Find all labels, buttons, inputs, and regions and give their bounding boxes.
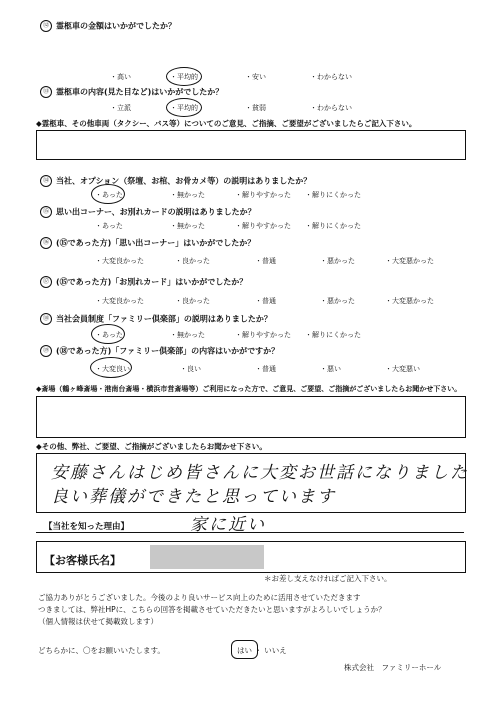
hearse-comment-box[interactable] [36,130,466,160]
option[interactable]: ・ 解りやすかった [235,190,291,200]
question-13-options [0,103,499,113]
question-18 [40,313,272,325]
name-note: ＊お差し支えなければご記入下さい。 [264,574,392,583]
selected-mark [166,67,202,86]
option[interactable]: ・ 立派 [110,103,131,113]
name-label: 【お客様氏名】 [44,554,121,567]
question-12-options [0,72,499,82]
question-number: ⑲ [40,345,52,357]
option[interactable]: ・ あった [95,330,123,340]
choice-yes[interactable]: はい [237,646,252,655]
option[interactable]: ・ 大変悪い [385,364,420,374]
question-16 [40,237,255,249]
question-17 [40,276,247,288]
selected-mark [90,357,132,378]
option[interactable]: ・ 平均的 [170,72,198,82]
choice-separator: ・ [254,646,262,655]
option[interactable]: ・ 無かった [170,330,205,340]
reason-label: 【当社を知った理由】 [44,522,130,532]
option[interactable]: ・ 良かった [175,256,210,266]
option[interactable]: ・ あった [95,221,123,231]
question-number: ⑰ [40,276,52,288]
selected-mark [231,640,258,659]
option[interactable]: ・ 解りにくかった [305,221,361,231]
question-number: ⑭ [40,175,52,187]
option[interactable]: ・ 解りにくかった [305,330,361,340]
other-comment-box[interactable] [36,453,469,513]
reason-answer: 家に近い [190,515,266,535]
question-16-options [0,256,499,266]
question-14 [40,175,311,187]
question-text: (⑱であった方)「ファミリー倶楽部」の内容はいかがですか？ [56,346,280,356]
option[interactable]: ・ 大変良かった [95,296,144,306]
question-15-options [0,221,499,231]
closing-line: つきましては、弊社HPに、こちらの回答を掲載させていただきたいと思いますがよろしいでしょうか？ [38,605,386,614]
option[interactable]: ・ 悪い [320,364,341,374]
option[interactable]: ・ 大変良い [95,364,130,374]
option[interactable]: ・ 普通 [255,296,276,306]
other-label: ◆その他、弊社、ご要望、ご指摘がございましたらお聞かせ下さい。 [36,442,267,451]
crematorium-label: ◆斎場（鶴ヶ峰斎場・港南台斎場・横浜市営斎場等）ご利用になった方で、ご意見、ご要望、ご指摘がございましたらお聞かせ下さい。 [36,385,462,393]
selected-mark [166,98,202,117]
option[interactable]: ・ わからない [310,72,352,82]
choice-no[interactable]: いいえ [264,646,287,655]
question-number: ⑯ [40,237,52,249]
option[interactable]: ・ 解りやすかった [235,221,291,231]
question-number: ⑬ [40,86,52,98]
option[interactable]: ・ あった [95,190,123,200]
option[interactable]: ・ 良かった [175,296,210,306]
handwritten-answer-line: 良い葬儀ができたと思っています [51,487,336,507]
option[interactable]: ・ 無かった [170,221,205,231]
closing-line: （個人情報は伏せて掲載致します） [38,617,158,626]
option[interactable]: ・ 普通 [255,256,276,266]
option[interactable]: ・ 普通 [255,364,276,374]
reason-underline [36,532,464,533]
option[interactable]: ・ 大変悪かった [385,296,434,306]
company-name: 株式会社 ファミリーホール [344,663,442,672]
question-text: 当社会員制度「ファミリー倶楽部」の説明はありましたか？ [56,314,272,324]
option[interactable]: ・ 貧弱 [245,103,266,113]
closing-line: ご協力ありがとうございました。今後のより良いサービス向上のために活用させていただきます [38,593,361,602]
question-text: 霊柩車の金額はいかがでしたか？ [56,21,176,31]
question-number: ⑱ [40,313,52,325]
option[interactable]: ・ 解りにくかった [305,190,361,200]
option[interactable]: ・ 平均的 [170,103,198,113]
option[interactable]: ・ 悪かった [320,296,355,306]
option[interactable]: ・ 悪かった [320,256,355,266]
crematorium-comment-box[interactable] [36,396,466,438]
question-text: 当社、オプション（祭壇、お棺、お骨カメ等）の説明はありましたか？ [56,176,312,186]
option[interactable]: ・ 大変悪かった [385,256,434,266]
option[interactable]: ・ 大変良かった [95,256,144,266]
option[interactable]: ・ 無かった [170,190,205,200]
question-13 [40,86,223,98]
question-text: (⑮であった方)「思い出コーナー」はいかがでしたか？ [56,238,256,248]
selected-mark [91,184,125,204]
question-number: ⑮ [40,206,52,218]
choice-prompt: どちらかに、〇をお願いいたします。 [38,646,165,655]
question-number: ⑫ [40,20,52,32]
redacted-name [150,545,264,569]
selected-mark [91,324,125,344]
question-text: 思い出コーナー、お別れカードの説明はありましたか？ [56,207,256,217]
question-text: 霊柩車の内容(見た目など)はいかがでしたか？ [56,87,224,97]
hearse-comment-label: ◆霊柩車、その他車両（タクシー、バス等）についてのご意見、ご指摘、ご要望がございましたらご記入下さい。 [36,119,417,128]
option[interactable]: ・ わからない [310,103,352,113]
option[interactable]: ・ 高い [110,72,131,82]
handwritten-answer-line: 安藤さんはじめ皆さんに大変お世話になりました [51,463,469,483]
question-14-options [0,190,499,200]
question-19 [40,345,279,357]
question-text: (⑮であった方)「お別れカード」はいかがでしたか？ [56,277,248,287]
question-19-options [0,364,499,374]
question-15 [40,206,256,218]
question-12 [40,20,176,32]
option[interactable]: ・ 安い [245,72,266,82]
question-17-options [0,296,499,306]
option[interactable]: ・ 良い [180,364,201,374]
question-18-options [0,330,499,340]
option[interactable]: ・ 解りやすかった [235,330,291,340]
